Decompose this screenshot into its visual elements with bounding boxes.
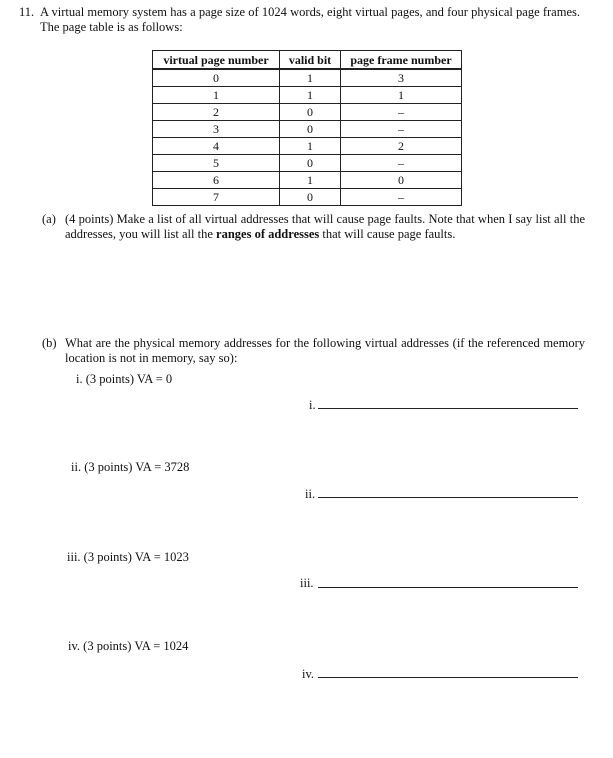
- cell-virtual-page: 4: [153, 138, 280, 155]
- answer-iv-label: iv.: [302, 667, 315, 681]
- cell-virtual-page: 0: [153, 69, 280, 87]
- part-b-text: What are the physical memory addresses for the following virtual addresses (if the referenced memory location is not in memory, say so):: [65, 336, 585, 365]
- table-row: [153, 104, 462, 121]
- cell-valid-bit: 0: [280, 104, 341, 121]
- cell-valid-bit: 1: [280, 172, 341, 189]
- cell-page-frame: –: [341, 155, 462, 172]
- answer-line-iv[interactable]: [318, 677, 578, 678]
- table-row: [153, 189, 462, 206]
- table-row: [153, 87, 462, 104]
- cell-valid-bit: 0: [280, 155, 341, 172]
- answer-line-i[interactable]: [318, 408, 578, 409]
- part-a-label: (a): [42, 212, 56, 226]
- table-row: [153, 172, 462, 189]
- part-a-text-after: that will cause page faults.: [319, 227, 456, 241]
- part-b-label: (b): [42, 336, 57, 350]
- cell-virtual-page: 2: [153, 104, 280, 121]
- table-row: [153, 155, 462, 172]
- cell-page-frame: –: [341, 104, 462, 121]
- subpart-ii-prompt: ii. (3 points) VA = 3728: [71, 460, 190, 474]
- cell-page-frame: –: [341, 189, 462, 206]
- cell-valid-bit: 1: [280, 87, 341, 104]
- table-row: [153, 121, 462, 138]
- header-valid-bit: valid bit: [280, 51, 341, 70]
- part-a-text: [65, 212, 585, 242]
- cell-valid-bit: 1: [280, 138, 341, 155]
- question-number: 11.: [19, 5, 35, 19]
- answer-ii-label: ii.: [305, 487, 316, 501]
- cell-valid-bit: 1: [280, 69, 341, 87]
- header-page-frame-number: page frame number: [341, 51, 462, 70]
- cell-virtual-page: 1: [153, 87, 280, 104]
- cell-page-frame: 0: [341, 172, 462, 189]
- page-table: [152, 50, 462, 206]
- table-row: [153, 138, 462, 155]
- cell-virtual-page: 7: [153, 189, 280, 206]
- answer-line-iii[interactable]: [318, 587, 578, 588]
- subpart-iii-prompt: iii. (3 points) VA = 1023: [67, 550, 189, 564]
- subpart-i-prompt: i. (3 points) VA = 0: [76, 372, 173, 386]
- header-virtual-page-number: virtual page number: [153, 51, 280, 70]
- cell-valid-bit: 0: [280, 189, 341, 206]
- page-table-header-row: [153, 51, 462, 70]
- cell-valid-bit: 0: [280, 121, 341, 138]
- cell-virtual-page: 3: [153, 121, 280, 138]
- cell-virtual-page: 5: [153, 155, 280, 172]
- part-a-text-before: (4 points) Make a list of all virtual addresses that will cause page faults. Note that when I say list all the addresses, you will list all the: [65, 212, 585, 241]
- cell-page-frame: 1: [341, 87, 462, 104]
- cell-page-frame: 3: [341, 69, 462, 87]
- answer-iii-label: iii.: [300, 576, 314, 590]
- cell-page-frame: –: [341, 121, 462, 138]
- answer-i-label: i.: [309, 398, 316, 412]
- cell-page-frame: 2: [341, 138, 462, 155]
- table-row: [153, 69, 462, 87]
- cell-virtual-page: 6: [153, 172, 280, 189]
- answer-line-ii[interactable]: [318, 497, 578, 498]
- subpart-iv-prompt: iv. (3 points) VA = 1024: [68, 639, 189, 653]
- question-text: A virtual memory system has a page size of 1024 words, eight virtual pages, and four physical page frames. The page table is as follows:: [40, 5, 580, 34]
- part-a-text-bold: ranges of addresses: [216, 227, 320, 241]
